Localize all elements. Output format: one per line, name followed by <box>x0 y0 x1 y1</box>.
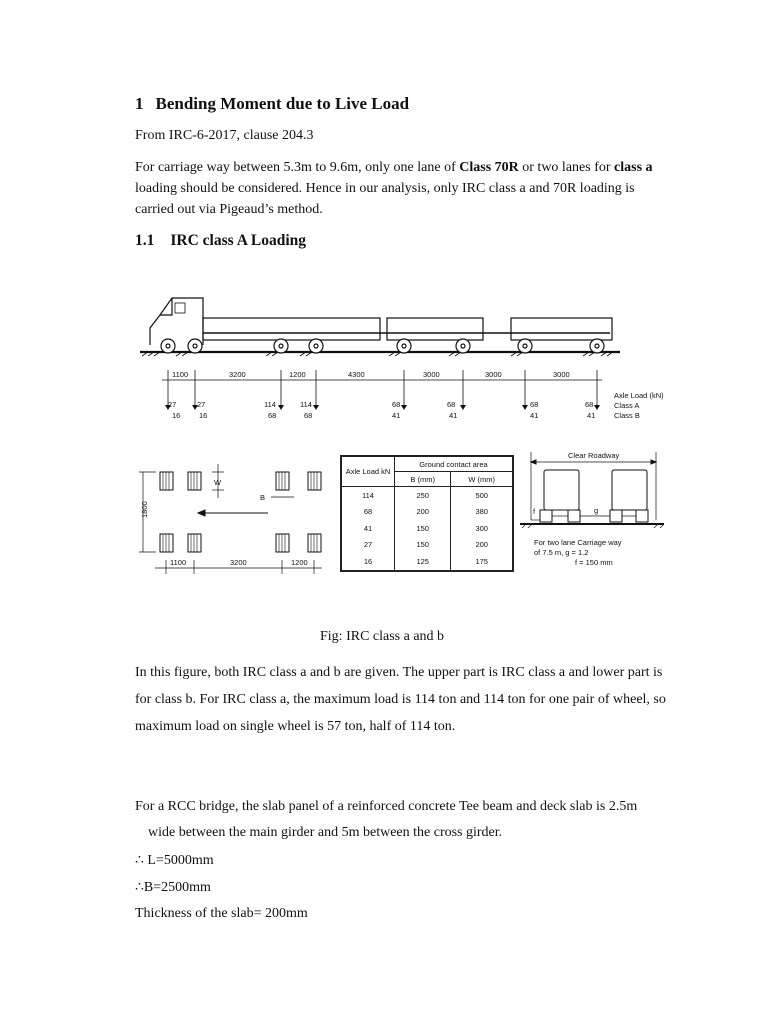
ground-contact-table <box>340 455 514 572</box>
spacing-label: 3000 <box>485 370 502 379</box>
subsection-title: IRC class A Loading <box>170 232 307 249</box>
section-note-2: of 7.5 m, g = 1.2 <box>534 548 589 557</box>
class-b-load: 41 <box>392 411 401 420</box>
spacing-label: 4300 <box>348 370 365 379</box>
intro-bold-class70r: Class 70R <box>459 160 519 175</box>
legend-class-a: Class A <box>614 401 640 410</box>
spacing-label: 1200 <box>289 370 306 379</box>
table-row: 41 150 300 <box>341 520 513 537</box>
class-b-load: 41 <box>530 411 539 420</box>
figure-caption: Fig: IRC class a and b <box>320 629 445 644</box>
trailer-2 <box>511 318 612 340</box>
class-b-load: 68 <box>304 411 313 420</box>
legend-class-b: Class B <box>614 411 640 420</box>
table-header-b: B (mm) <box>395 472 451 487</box>
plan-dim-1200: 1200 <box>291 558 308 567</box>
cross-section <box>520 452 664 528</box>
section-note-3: f = 150 mm <box>575 558 613 567</box>
para-rcc-line-2: wide between the main girder and 5m between the cross girder. <box>148 825 503 840</box>
table-header-axle-load: Axle Load kN <box>341 456 395 487</box>
section-label-g: g <box>594 506 599 515</box>
class-b-load: 68 <box>268 411 277 420</box>
class-a-load: 27 <box>168 400 177 409</box>
truck-cab <box>150 298 203 345</box>
section-label-f: f <box>533 507 536 516</box>
section-note-1: For two lane Carriage way <box>534 538 622 547</box>
class-a-load: 68 <box>530 400 539 409</box>
spacing-label: 3000 <box>423 370 440 379</box>
intro-text-3: loading should be considered. Hence in our analysis, only IRC class a and 70R loading is carried out via Pigeaud’s method. <box>135 181 635 217</box>
class-a-load: 114 <box>300 400 312 409</box>
plan-label-b: B <box>260 493 266 502</box>
table-row: 114 250 500 <box>341 487 513 504</box>
truck-body <box>203 318 380 340</box>
line-span-b: ∴B=2500mm <box>135 880 211 895</box>
intro-bold-classa: class a <box>614 160 653 175</box>
plan-dim-1100: 1100 <box>170 558 187 567</box>
para-rcc-line-1: For a RCC bridge, the slab panel of a reinforced concrete Tee beam and deck slab is 2.5m <box>135 799 638 814</box>
class-a-load: 68 <box>447 400 456 409</box>
class-b-load: 41 <box>587 411 596 420</box>
subsection-number: 1.1 <box>135 232 155 249</box>
intro-text-2: or two lanes for <box>518 160 615 175</box>
class-b-load: 41 <box>449 411 458 420</box>
spacing-label: 3200 <box>229 370 246 379</box>
table-header-group: Ground contact area <box>395 456 514 472</box>
spacing-label: 1100 <box>172 370 189 379</box>
line-thickness: Thickness of the slab= 200mm <box>135 906 308 921</box>
trailer-1 <box>387 318 483 340</box>
table-row: 27 150 200 <box>341 537 513 554</box>
class-b-load: 16 <box>172 411 181 420</box>
class-a-load: 68 <box>392 400 401 409</box>
legend-axle-load: Axle Load (kN) <box>614 391 664 400</box>
plan-dim-3200: 3200 <box>230 558 247 567</box>
class-b-load: 16 <box>199 411 208 420</box>
table-header-w: W (mm) <box>451 472 513 487</box>
intro-text-1: For carriage way between 5.3m to 9.6m, only one lane of <box>135 160 460 175</box>
para-from: From IRC-6-2017, clause 204.3 <box>135 128 314 143</box>
line-span-l: ∴ L=5000mm <box>135 853 214 868</box>
table-row: 68 200 380 <box>341 504 513 521</box>
para-figure-description: In this figure, both IRC class a and b are given. The upper part is IRC class a and lower part is for class b. For IRC class a, the maximum load is 114 ton and 114 ton for one pair of wheel, so maximum load on single wheel is 57 ton, half of 114 ton. <box>135 665 666 734</box>
class-a-load: 68 <box>585 400 594 409</box>
spacing-label: 3000 <box>553 370 570 379</box>
clear-roadway-label: Clear Roadway <box>568 451 620 460</box>
plan-label-w: W <box>214 478 222 487</box>
plan-dim-1800: 1800 <box>140 501 149 518</box>
class-a-load: 114 <box>264 400 276 409</box>
class-a-load: 27 <box>197 400 206 409</box>
section-number: 1 <box>135 94 144 113</box>
section-title: Bending Moment due to Live Load <box>155 94 410 113</box>
table-row: 16 125 175 <box>341 553 513 571</box>
